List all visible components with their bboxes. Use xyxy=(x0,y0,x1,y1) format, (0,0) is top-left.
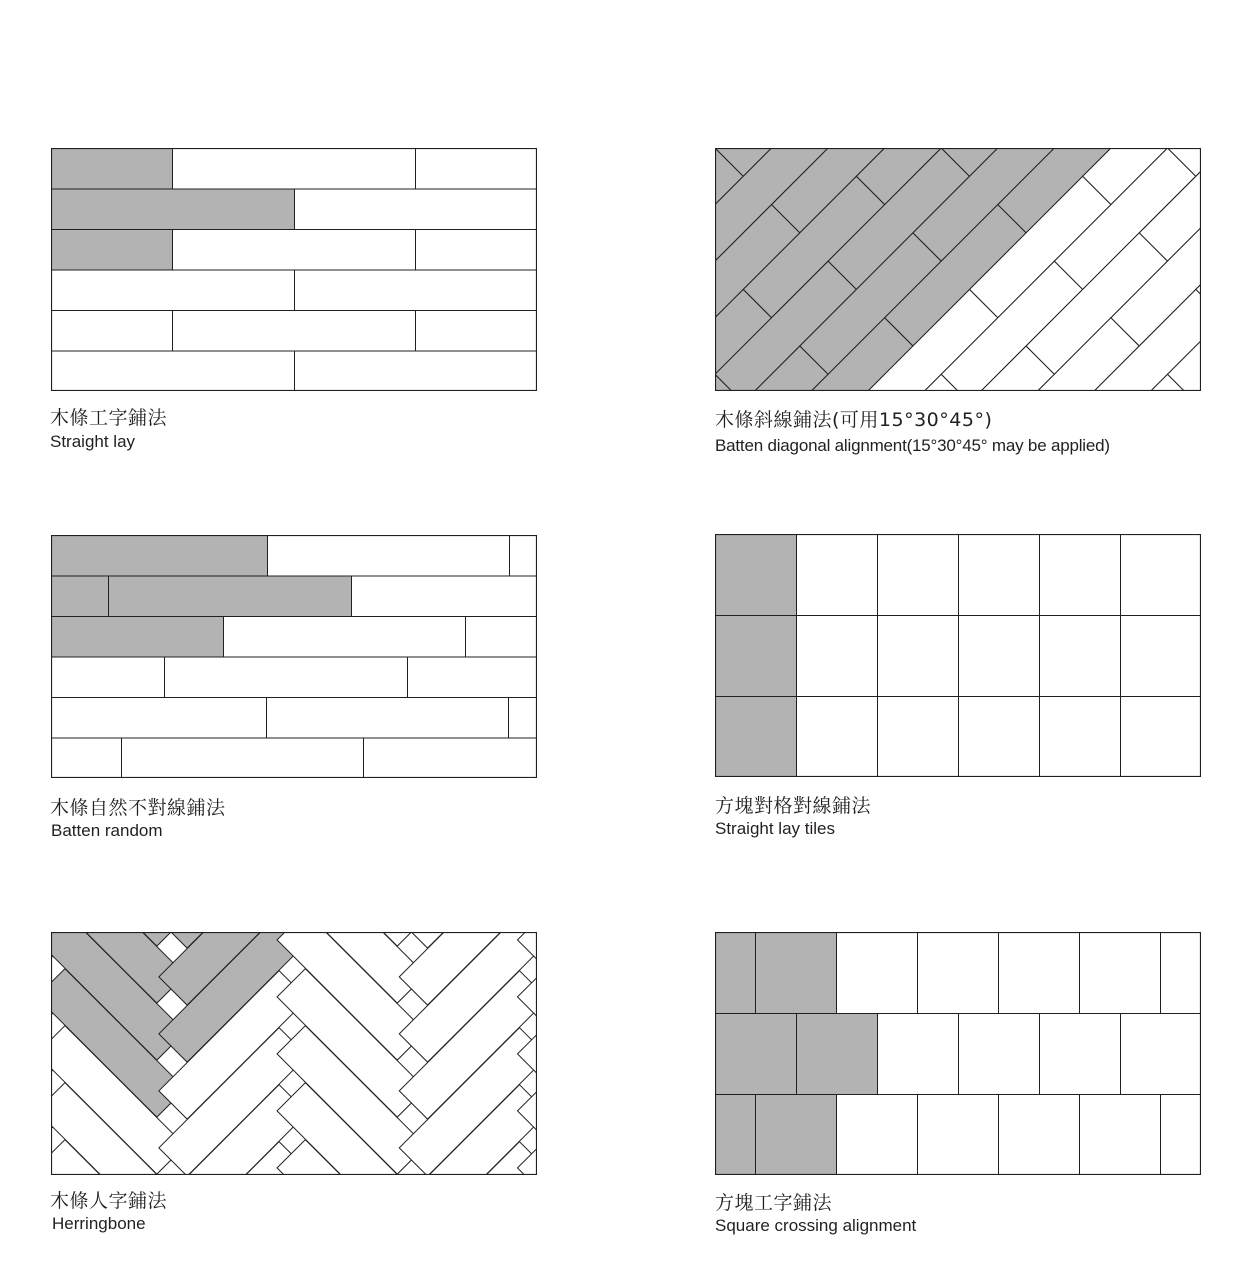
herringbone-title-en: Herringbone xyxy=(52,1214,146,1233)
straight-plank-1-1 xyxy=(295,189,538,230)
tile-2-5 xyxy=(1121,697,1202,778)
random-lay-diagram xyxy=(51,535,537,778)
square-0-6 xyxy=(1161,933,1202,1014)
diagonal-planks-group xyxy=(715,148,1201,391)
tile-1-5 xyxy=(1121,616,1202,697)
square-2-2 xyxy=(837,1095,918,1176)
random-plank-2-2 xyxy=(466,617,538,658)
straight-plank-1-0 xyxy=(52,189,295,230)
square-2-5 xyxy=(1080,1095,1161,1176)
tiles-lay-diagram xyxy=(715,534,1201,777)
tiles-lay-pattern xyxy=(715,534,1201,777)
random-lay-title-zh: 木條自然不對線鋪法 xyxy=(50,797,226,819)
random-plank-5-0 xyxy=(52,738,122,778)
tile-1-4 xyxy=(1040,616,1121,697)
diagonal-lay-title-en: Batten diagonal alignment(15°30°45° may be applied) xyxy=(715,436,1110,455)
tile-1-1 xyxy=(797,616,878,697)
random-plank-2-1 xyxy=(224,617,466,658)
tile-0-0 xyxy=(716,535,797,616)
tile-2-0 xyxy=(716,697,797,778)
straight-plank-5-1 xyxy=(295,351,538,391)
random-plank-5-2 xyxy=(364,738,538,778)
crossing-lay-pattern xyxy=(715,932,1201,1175)
random-plank-4-1 xyxy=(267,698,509,739)
random-lay-pattern xyxy=(51,535,537,778)
straight-plank-4-2 xyxy=(416,311,538,352)
square-1-1 xyxy=(797,1014,878,1095)
random-plank-3-2 xyxy=(408,657,538,698)
herringbone-pattern xyxy=(51,932,537,1175)
square-2-0 xyxy=(716,1095,756,1176)
tile-0-3 xyxy=(959,535,1040,616)
square-2-6 xyxy=(1161,1095,1202,1176)
tile-2-4 xyxy=(1040,697,1121,778)
random-plank-0-0 xyxy=(52,536,268,577)
random-plank-1-0 xyxy=(52,576,109,617)
square-0-3 xyxy=(918,933,999,1014)
herringbone-planks-group xyxy=(51,932,537,1175)
square-2-1 xyxy=(756,1095,837,1176)
straight-lay-pattern xyxy=(51,148,537,391)
herringbone-diagram xyxy=(51,932,537,1175)
square-0-5 xyxy=(1080,933,1161,1014)
tile-1-2 xyxy=(878,616,959,697)
tile-0-2 xyxy=(878,535,959,616)
straight-plank-0-0 xyxy=(52,149,173,190)
random-plank-0-1 xyxy=(268,536,510,577)
square-1-0 xyxy=(716,1014,797,1095)
random-plank-1-2 xyxy=(352,576,538,617)
tiles-lay-title-en: Straight lay tiles xyxy=(715,819,835,838)
straight-plank-2-0 xyxy=(52,230,173,271)
tile-2-2 xyxy=(878,697,959,778)
square-1-5 xyxy=(1121,1014,1202,1095)
square-0-2 xyxy=(837,933,918,1014)
square-1-3 xyxy=(959,1014,1040,1095)
random-plank-0-2 xyxy=(510,536,538,577)
tile-1-3 xyxy=(959,616,1040,697)
straight-lay-title-zh: 木條工字鋪法 xyxy=(50,407,168,429)
random-lay-title-en: Batten random xyxy=(51,821,163,840)
straight-plank-5-0 xyxy=(52,351,295,391)
tile-2-1 xyxy=(797,697,878,778)
straight-plank-2-1 xyxy=(173,230,416,271)
square-2-4 xyxy=(999,1095,1080,1176)
straight-plank-2-2 xyxy=(416,230,538,271)
diagonal-lay-pattern xyxy=(715,148,1201,391)
crossing-lay-title-zh: 方塊工字鋪法 xyxy=(715,1192,833,1214)
straight-plank-0-2 xyxy=(416,149,538,190)
random-plank-2-0 xyxy=(52,617,224,658)
straight-plank-4-1 xyxy=(173,311,416,352)
random-plank-4-2 xyxy=(509,698,538,739)
random-plank-4-0 xyxy=(52,698,267,739)
square-0-1 xyxy=(756,933,837,1014)
straight-lay-title-en: Straight lay xyxy=(50,432,136,451)
random-plank-1-1 xyxy=(109,576,352,617)
diagonal-lay-title-zh: 木條斜線鋪法(可用15°30°45°) xyxy=(715,409,993,431)
tile-2-3 xyxy=(959,697,1040,778)
straight-plank-3-1 xyxy=(295,270,538,311)
tiles-lay-title-zh: 方塊對格對線鋪法 xyxy=(715,795,872,817)
tile-0-5 xyxy=(1121,535,1202,616)
diagonal-lay-diagram xyxy=(715,148,1201,391)
random-plank-3-0 xyxy=(52,657,165,698)
tile-0-4 xyxy=(1040,535,1121,616)
straight-lay-diagram xyxy=(51,148,537,391)
straight-plank-3-0 xyxy=(52,270,295,311)
random-plank-5-1 xyxy=(122,738,364,778)
square-2-3 xyxy=(918,1095,999,1176)
straight-plank-0-1 xyxy=(173,149,416,190)
random-plank-3-1 xyxy=(165,657,408,698)
tile-0-1 xyxy=(797,535,878,616)
crossing-lay-diagram xyxy=(715,932,1201,1175)
herringbone-title-zh: 木條人字鋪法 xyxy=(50,1190,168,1212)
square-0-0 xyxy=(716,933,756,1014)
tile-1-0 xyxy=(716,616,797,697)
square-1-2 xyxy=(878,1014,959,1095)
square-1-4 xyxy=(1040,1014,1121,1095)
crossing-lay-title-en: Square crossing alignment xyxy=(715,1216,917,1235)
straight-plank-4-0 xyxy=(52,311,173,352)
square-0-4 xyxy=(999,933,1080,1014)
